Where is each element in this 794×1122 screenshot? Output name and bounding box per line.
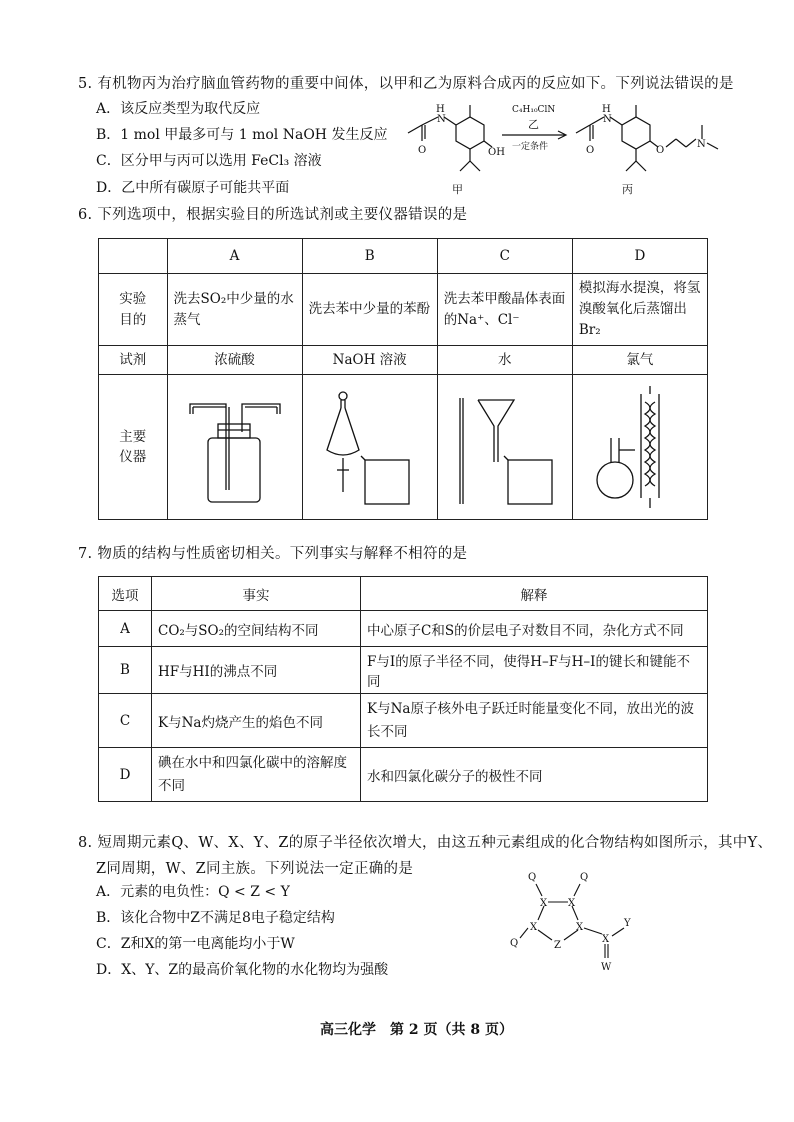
q7-row-d-fact: 碘在水中和四氯化碳中的溶解度不同 (152, 748, 361, 802)
q5-reaction-scheme (400, 95, 730, 200)
q8-atom-x-1: X (540, 898, 548, 909)
q7-title: 7. 物质的结构与性质密切相关。下列事实与解释不相符的是 (78, 546, 468, 562)
q6-reagent-a: 浓硫酸 (167, 346, 302, 375)
q5-atom-o-2: O (586, 145, 595, 156)
q8-atom-x-4: X (576, 922, 584, 933)
q8-atom-w: W (601, 962, 612, 973)
q6-purpose-c: 洗去苯甲酸晶体表面的Na⁺、Cl⁻ (437, 274, 572, 346)
q6-header-c: C (437, 239, 572, 274)
q6-header-b: B (302, 239, 437, 274)
q5-title: 5. 有机物丙为治疗脑血管药物的重要中间体，以甲和乙为原料合成丙的反应如下。下列说法错误的是 (78, 76, 734, 92)
gas-washing-bottle-icon (180, 380, 290, 510)
q5-option-c: C．区分甲与丙可以选用 FeCl₃ 溶液 (96, 153, 322, 169)
q8-atom-y: Y (624, 918, 631, 929)
q7-row-c-option: C (99, 694, 152, 748)
q5-atom-o-1: O (418, 145, 427, 156)
q6-purpose-a: 洗去SO₂中少量的水蒸气 (167, 274, 302, 346)
q8-atom-q-2: Q (580, 872, 589, 883)
q6-instrument-b (302, 375, 437, 520)
q7-row-d-option: D (99, 748, 152, 802)
q5-reagent-formula: C₄H₁₀ClN (512, 105, 556, 115)
q7-row-b-fact: HF与HI的沸点不同 (152, 647, 361, 694)
q7-row-d-explain: 水和四氯化碳分子的极性不同 (361, 748, 708, 802)
q7-row-b-explain: F与I的原子半径不同，使得H–F与H–I的键长和键能不同 (361, 647, 708, 694)
q5-atom-h-1: H (436, 104, 445, 115)
page-footer: 高三化学 第 2 页（共 8 页） (320, 1022, 513, 1038)
q8-option-a: A．元素的电负性：Q < Z < Y (96, 884, 290, 900)
q5-atom-h-2: H (602, 104, 611, 115)
q6-reagent-b: NaOH 溶液 (302, 346, 437, 375)
q6-table (98, 238, 708, 520)
q8-atom-x-2: X (568, 898, 576, 909)
q7-row-c-fact: K与Na灼烧产生的焰色不同 (152, 694, 361, 748)
q7-header-option: 选项 (99, 577, 152, 611)
q8-title-line1: 8. 短周期元素Q、W、X、Y、Z的原子半径依次增大，由这五种元素组成的化合物结构如图所示，其中Y、 (78, 835, 773, 851)
q8-title-line2: Z同周期，W、Z同主族。下列说法一定正确的是 (96, 861, 414, 877)
q8-option-c: C．Z和X的第一电离能均小于W (96, 936, 295, 952)
q8-atom-z: Z (554, 940, 561, 951)
q8-atom-x-3: X (530, 922, 538, 933)
q5-option-b: B．1 mol 甲最多可与 1 mol NaOH 发生反应 (96, 127, 388, 143)
q5-condition: 一定条件 (512, 142, 549, 152)
q5-atom-oh: OH (488, 147, 505, 158)
q7-header-fact: 事实 (152, 577, 361, 611)
q6-reagent-d: 氯气 (572, 346, 707, 375)
q5-option-a: A．该反应类型为取代反应 (96, 101, 261, 117)
q6-instrument-d (572, 375, 707, 520)
q7-table (98, 576, 708, 802)
q5-atom-o-3: O (656, 145, 665, 156)
q8-compound-structure (500, 866, 650, 976)
separatory-funnel-icon (315, 380, 425, 510)
q5-label-bing: 丙 (622, 183, 633, 196)
q8-option-d: D．X、Y、Z的最高价氧化物的水化物均为强酸 (96, 962, 389, 978)
q6-title: 6. 下列选项中，根据实验目的所选试剂或主要仪器错误的是 (78, 207, 468, 223)
q8-atom-x-5: X (602, 934, 610, 945)
q6-instrument-c (437, 375, 572, 520)
q6-reagent-c: 水 (437, 346, 572, 375)
q6-row-instrument-label: 主要 仪器 (99, 375, 168, 520)
q7-row-c-explain: K与Na原子核外电子跃迁时能量变化不同，放出光的波长不同 (361, 694, 708, 748)
distillation-flask-condenser-icon (585, 380, 695, 510)
filter-funnel-icon (450, 380, 560, 510)
q6-purpose-b: 洗去苯中少量的苯酚 (302, 274, 437, 346)
q8-option-b: B．该化合物中Z不满足8电子稳定结构 (96, 910, 335, 926)
q7-row-a-fact: CO₂与SO₂的空间结构不同 (152, 611, 361, 647)
q6-header-d: D (572, 239, 707, 274)
q5-label-jia: 甲 (452, 183, 463, 196)
q6-header-a: A (167, 239, 302, 274)
q6-row-reagent-label: 试剂 (99, 346, 168, 375)
q5-option-d: D．乙中所有碳原子可能共平面 (96, 180, 290, 196)
q7-row-b-option: B (99, 647, 152, 694)
q7-header-explain: 解释 (361, 577, 708, 611)
q5-atom-n-1: N (437, 114, 446, 125)
q8-atom-q-3: Q (510, 938, 519, 949)
q5-reagent-name: 乙 (528, 118, 539, 131)
q5-atom-n-3: N (697, 139, 706, 150)
q7-row-a-explain: 中心原子C和S的价层电子对数目不同，杂化方式不同 (361, 611, 708, 647)
q7-row-a-option: A (99, 611, 152, 647)
q6-instrument-a (167, 375, 302, 520)
q8-atom-q-1: Q (528, 872, 537, 883)
q5-atom-n-2: N (603, 114, 612, 125)
q6-row-purpose-label: 实验 目的 (99, 274, 168, 346)
q6-purpose-d: 模拟海水提溴，将氢溴酸氧化后蒸馏出Br₂ (572, 274, 707, 346)
